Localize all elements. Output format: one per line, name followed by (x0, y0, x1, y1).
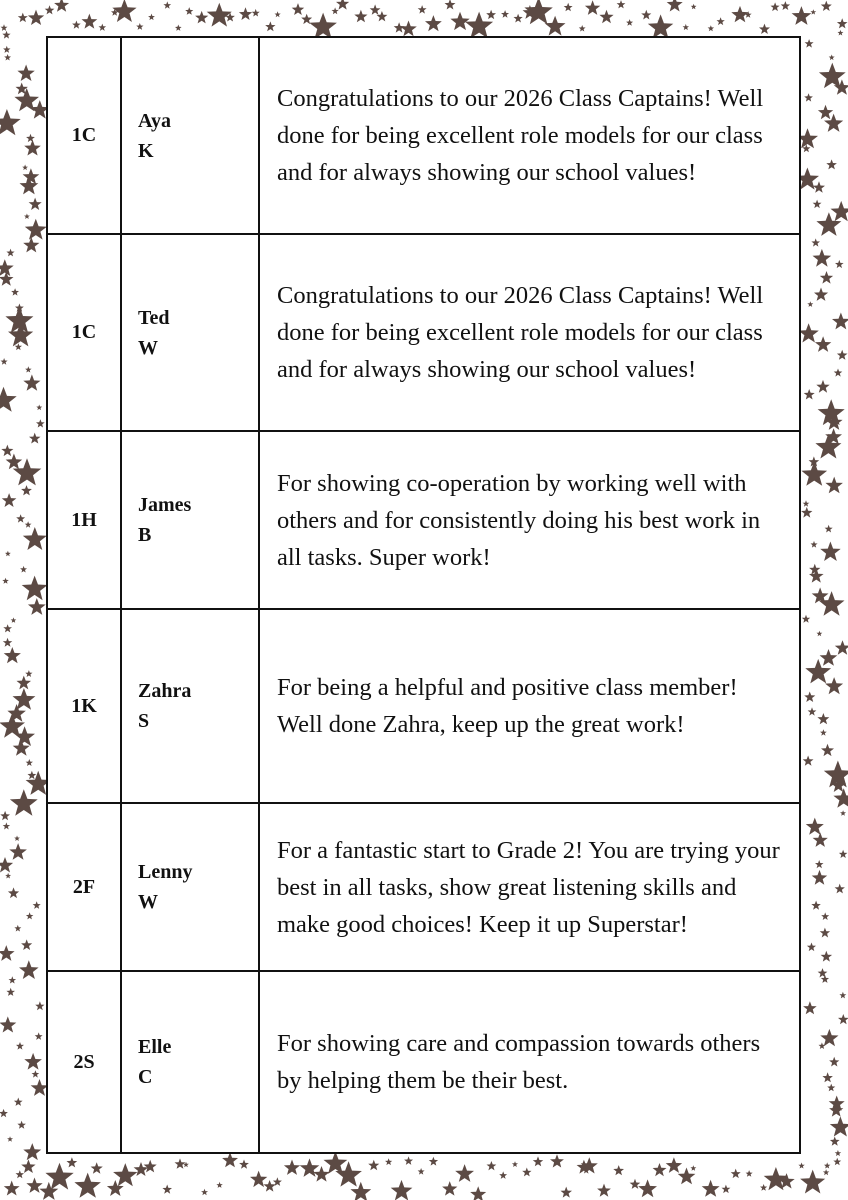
star-icon (708, 25, 715, 31)
star-icon (641, 10, 651, 20)
star-icon (835, 640, 848, 655)
student-initial: B (138, 524, 152, 546)
star-icon (9, 843, 27, 860)
star-icon (445, 0, 456, 9)
star-icon (72, 21, 81, 29)
star-icon (175, 1158, 186, 1168)
star-icon (313, 1166, 329, 1182)
star-icon (815, 860, 824, 868)
student-initial: K (138, 139, 154, 162)
star-icon (222, 1152, 238, 1167)
star-icon (678, 1168, 696, 1185)
star-icon (2, 493, 17, 507)
star-icon (717, 17, 725, 25)
star-icon (792, 6, 812, 25)
table-row (47, 971, 800, 1153)
star-icon (201, 1189, 208, 1196)
star-icon (16, 1042, 24, 1050)
star-icon (832, 313, 848, 330)
star-icon (7, 1136, 13, 1142)
star-icon (833, 788, 848, 808)
star-icon (781, 1, 790, 10)
star-icon (175, 25, 182, 31)
star-icon (683, 24, 689, 30)
student-first-name: Aya (138, 109, 171, 132)
star-icon (336, 0, 349, 10)
student-name-cell (121, 37, 259, 234)
star-icon (450, 12, 469, 30)
star-icon (638, 1179, 657, 1197)
student-name-cell (121, 609, 259, 803)
student-initial: S (138, 710, 150, 732)
awards-sheet (46, 36, 801, 1152)
star-icon (653, 1163, 667, 1176)
class-cell: 1K (47, 609, 121, 803)
star-icon (112, 0, 136, 22)
star-icon (16, 514, 25, 522)
star-icon (370, 4, 381, 14)
award-message: Congratulations to our 2026 Class Captains! Well done for being excellent role models for our class and for always showing our school values! (259, 234, 800, 431)
star-icon (597, 1184, 611, 1197)
star-icon (14, 836, 20, 842)
star-icon (837, 18, 848, 28)
star-icon (22, 576, 48, 601)
table-row (47, 431, 800, 609)
star-icon (26, 759, 33, 766)
star-icon (820, 649, 838, 666)
star-icon (819, 1042, 826, 1049)
star-icon (811, 541, 818, 548)
award-message: For showing co-operation by working well with others and for consistently doing his best work in all tasks. Super work! (259, 431, 800, 609)
star-icon (599, 10, 613, 24)
star-icon (803, 500, 810, 506)
star-icon (835, 260, 844, 268)
star-icon (0, 811, 10, 820)
star-icon (821, 951, 833, 962)
star-icon (25, 521, 32, 527)
star-icon (831, 201, 848, 221)
star-icon (814, 288, 828, 301)
award-message: For being a helpful and positive class member! Well done Zahra, keep up the great work! (259, 609, 800, 803)
star-icon (564, 3, 573, 12)
star-icon (760, 1184, 767, 1191)
student-first-name: Zahra (138, 680, 192, 702)
star-icon (722, 1185, 731, 1194)
star-icon (630, 1179, 641, 1189)
star-icon (10, 789, 38, 815)
star-icon (838, 1014, 848, 1024)
star-icon (0, 1109, 8, 1117)
star-icon (816, 380, 829, 393)
star-icon (20, 176, 39, 194)
star-icon (825, 477, 843, 494)
star-icon (626, 19, 633, 26)
student-name-cell (121, 803, 259, 971)
star-icon (834, 369, 843, 377)
star-icon (14, 925, 21, 932)
star-icon (802, 615, 810, 623)
star-icon (840, 810, 846, 816)
table-row (47, 803, 800, 971)
star-icon (67, 1157, 78, 1167)
star-icon (835, 884, 845, 894)
star-icon (74, 1173, 101, 1198)
star-icon (29, 198, 42, 210)
star-icon (759, 24, 770, 34)
star-icon (6, 249, 14, 257)
star-icon (545, 16, 566, 36)
star-icon (833, 1158, 841, 1166)
star-icon (455, 1164, 474, 1182)
star-icon (207, 3, 232, 27)
star-icon (23, 374, 40, 390)
star-icon (818, 105, 833, 120)
star-icon (26, 134, 35, 142)
star-icon (292, 3, 305, 15)
star-icon (823, 1169, 829, 1175)
star-icon (820, 1029, 838, 1046)
star-icon (821, 975, 829, 983)
star-icon (465, 12, 493, 39)
star-icon (5, 551, 11, 557)
star-icon (284, 1160, 300, 1175)
star-icon (324, 1151, 348, 1174)
star-icon (24, 140, 41, 156)
star-icon (771, 2, 780, 11)
student-first-name: Elle (138, 1036, 172, 1058)
star-icon (829, 1103, 843, 1117)
star-icon (666, 1157, 682, 1173)
star-icon (442, 1181, 457, 1196)
star-icon (817, 713, 829, 724)
star-icon (487, 1161, 497, 1170)
star-icon (17, 1121, 26, 1129)
star-icon (825, 525, 833, 533)
star-icon (830, 1137, 840, 1146)
star-icon (3, 638, 13, 647)
star-icon (354, 10, 367, 22)
star-icon (829, 1057, 839, 1067)
star-icon (54, 0, 69, 12)
star-icon (514, 14, 523, 23)
star-icon (804, 692, 815, 703)
star-icon (0, 1016, 16, 1032)
star-icon (20, 566, 27, 573)
star-icon (14, 1098, 23, 1106)
star-icon (2, 578, 9, 584)
star-icon (309, 13, 337, 39)
star-icon (829, 55, 835, 61)
star-icon (808, 707, 817, 715)
star-icon (252, 9, 260, 17)
star-icon (839, 992, 846, 999)
star-icon (429, 1157, 438, 1166)
star-icon (24, 214, 30, 220)
star-icon (91, 1162, 103, 1174)
student-name-cell (121, 971, 259, 1153)
star-icon (113, 1163, 137, 1186)
star-icon (4, 1181, 20, 1196)
star-icon (838, 30, 844, 36)
star-icon (23, 1143, 41, 1160)
star-icon (4, 647, 21, 663)
star-icon (835, 1150, 842, 1156)
star-icon (811, 901, 821, 910)
star-icon (9, 976, 17, 983)
star-icon (3, 46, 10, 53)
class-cell: 1H (47, 431, 121, 609)
star-icon (807, 301, 813, 307)
star-icon (827, 1084, 835, 1092)
star-icon (820, 271, 833, 284)
star-icon (418, 5, 427, 14)
star-icon (21, 939, 32, 950)
star-icon (2, 31, 10, 39)
star-icon (800, 1170, 825, 1194)
star-icon (25, 219, 47, 240)
star-icon (368, 1160, 379, 1171)
star-icon (806, 818, 824, 835)
star-icon (3, 624, 12, 632)
star-icon (837, 350, 848, 360)
star-icon (148, 14, 155, 21)
star-icon (28, 771, 37, 780)
star-icon (801, 461, 827, 485)
star-icon (648, 14, 674, 38)
star-icon (99, 24, 107, 31)
class-cell: 2S (47, 971, 121, 1153)
student-initial: W (138, 891, 158, 913)
star-icon (821, 744, 834, 756)
star-icon (404, 1156, 413, 1165)
star-icon (822, 1072, 833, 1082)
star-icon (813, 249, 832, 267)
star-icon (400, 21, 417, 37)
star-icon (0, 857, 13, 873)
star-icon (799, 323, 819, 342)
star-icon (8, 322, 33, 346)
star-icon (377, 11, 388, 21)
table-row (47, 609, 800, 803)
star-icon (16, 1170, 25, 1178)
star-icon (5, 873, 11, 879)
star-icon (418, 1168, 425, 1175)
star-icon (6, 454, 23, 470)
star-icon (0, 109, 21, 135)
star-icon (486, 10, 496, 19)
class-cell: 1C (47, 234, 121, 431)
star-icon (22, 165, 28, 171)
class-cell: 1C (47, 37, 121, 234)
star-icon (501, 10, 509, 18)
star-icon (839, 850, 848, 858)
star-icon (33, 901, 41, 909)
star-icon (239, 7, 252, 20)
award-message: Congratulations to our 2026 Class Captains! Well done for being excellent role models for our class and for always showing our school values! (259, 37, 800, 234)
star-icon (813, 832, 828, 847)
class-cell: 2F (47, 803, 121, 971)
star-icon (579, 25, 586, 32)
star-icon (29, 433, 41, 444)
star-icon (585, 0, 600, 15)
star-icon (820, 729, 827, 736)
star-icon (821, 912, 829, 920)
star-icon (818, 968, 828, 977)
star-icon (815, 336, 831, 352)
star-icon (26, 1178, 42, 1193)
star-icon (19, 960, 39, 979)
star-icon (499, 1171, 507, 1179)
star-icon (512, 1161, 518, 1167)
star-icon (239, 1160, 249, 1169)
student-initial: C (138, 1066, 153, 1088)
star-icon (0, 387, 17, 412)
star-icon (820, 542, 841, 562)
star-icon (731, 1169, 741, 1179)
star-icon (163, 1, 171, 8)
star-icon (195, 11, 208, 24)
star-icon (162, 1185, 172, 1194)
star-icon (804, 389, 815, 400)
table-row (47, 37, 800, 234)
star-icon (801, 507, 812, 518)
star-icon (134, 1162, 149, 1176)
star-icon (803, 756, 814, 766)
star-icon (522, 1168, 531, 1177)
star-icon (581, 1157, 598, 1173)
star-icon (746, 1170, 753, 1177)
star-icon (36, 419, 45, 427)
star-icon (21, 485, 32, 495)
star-icon (691, 4, 697, 10)
star-icon (275, 11, 281, 17)
star-icon (350, 1182, 371, 1200)
star-icon (825, 677, 843, 694)
star-icon (533, 1156, 543, 1166)
star-icon (0, 945, 15, 961)
star-icon (613, 1165, 624, 1175)
star-icon (28, 598, 46, 615)
star-icon (826, 159, 837, 169)
star-icon (425, 15, 442, 31)
star-icon (807, 943, 816, 952)
star-icon (23, 527, 47, 550)
star-icon (809, 569, 824, 583)
star-icon (667, 0, 683, 11)
star-icon (35, 1032, 43, 1040)
star-icon (265, 21, 275, 31)
star-icon (28, 10, 44, 25)
star-icon (36, 405, 42, 411)
star-icon (17, 676, 32, 690)
star-icon (24, 1053, 42, 1070)
star-icon (26, 912, 34, 919)
star-icon (470, 1186, 486, 1200)
star-icon (617, 0, 626, 8)
student-name-cell (121, 234, 259, 431)
table-row (47, 234, 800, 431)
star-icon (804, 93, 813, 101)
star-icon (820, 928, 830, 938)
star-icon (25, 670, 32, 677)
star-icon (550, 1154, 564, 1167)
student-first-name: Lenny (138, 861, 193, 883)
star-icon (803, 1001, 817, 1014)
student-name-cell (121, 431, 259, 609)
star-icon (805, 39, 814, 48)
star-icon (798, 1163, 804, 1169)
student-first-name: Ted (138, 306, 170, 329)
student-first-name: James (138, 494, 192, 516)
star-icon (17, 65, 34, 82)
star-icon (6, 988, 15, 996)
star-icon (3, 822, 10, 829)
star-icon (1, 24, 8, 31)
star-icon (8, 887, 19, 898)
star-icon (11, 288, 19, 295)
star-icon (185, 7, 193, 15)
star-icon (385, 1158, 392, 1165)
star-icon (45, 5, 55, 14)
star-icon (21, 1159, 35, 1173)
star-icon (332, 7, 339, 14)
star-icon (25, 366, 32, 372)
award-message: For showing care and compassion towards others by helping them be their best. (259, 971, 800, 1153)
award-message: For a fantastic start to Grade 2! You are trying your best in all tasks, show great listening skills and make good choices! Keep it up Superstar! (259, 803, 800, 971)
star-icon (813, 181, 825, 193)
star-icon (561, 1187, 573, 1198)
star-icon (144, 1160, 157, 1173)
star-icon (812, 870, 828, 885)
star-icon (136, 23, 143, 30)
star-icon (11, 617, 17, 622)
star-icon (811, 238, 820, 246)
star-icon (821, 1, 832, 11)
star-icon (35, 1001, 44, 1010)
student-initial: W (138, 336, 158, 359)
star-icon (264, 1180, 276, 1192)
star-icon (1, 445, 13, 457)
star-icon (702, 1180, 720, 1197)
star-icon (32, 1070, 40, 1077)
star-icon (824, 1162, 830, 1168)
star-icon (216, 1182, 222, 1188)
star-icon (82, 14, 98, 29)
star-icon (1, 358, 8, 365)
star-icon (817, 631, 823, 637)
awards-table (46, 36, 801, 1154)
star-icon (830, 1116, 848, 1136)
star-icon (4, 54, 11, 61)
star-icon (391, 1180, 413, 1200)
star-icon (301, 14, 312, 24)
star-icon (18, 13, 28, 23)
star-icon (23, 237, 39, 252)
star-icon (810, 9, 816, 14)
star-icon (813, 200, 822, 209)
star-icon (690, 1165, 696, 1171)
